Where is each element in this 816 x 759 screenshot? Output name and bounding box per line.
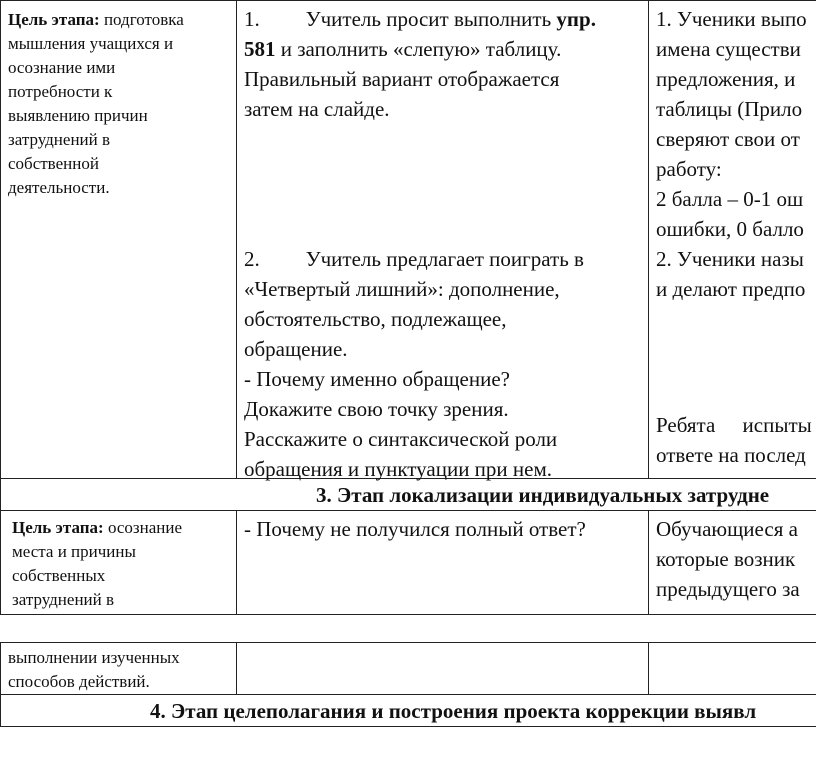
stage3-teacher-cell [244, 514, 644, 544]
grid-col-sep-6 [648, 642, 649, 694]
grid-col-sep-3 [236, 510, 237, 614]
student-text: и делают предпо [656, 277, 806, 301]
student-text: Ребята испыты [656, 413, 812, 437]
goal-text-line: выполнении изученных [8, 648, 180, 667]
goal-text-line: подготовка [103, 10, 184, 29]
teacher-text: Учитель предлагает поиграть в [305, 247, 584, 271]
goal-text-line: осознание ими [8, 58, 116, 77]
goal-text-line: собственных [12, 566, 106, 585]
grid-col-sep-2 [648, 0, 649, 478]
teacher-text: и заполнить «слепую» таблицу. [275, 37, 562, 61]
grid-col-sep-1 [236, 0, 237, 478]
student-text: предложения, и [656, 67, 796, 91]
grid-col-sep-4 [648, 510, 649, 614]
goal-text-line: осознание [107, 518, 183, 537]
goal-text-line: затруднений в [12, 590, 115, 609]
stage3-goal-continued [8, 646, 234, 694]
goal-text-line: затруднений в [8, 130, 111, 149]
grid-block3-top [0, 642, 816, 643]
teacher-text: - Почему именно обращение? [244, 367, 510, 391]
stage3-goal-cell [12, 516, 234, 612]
student-text: сверяют свои от [656, 127, 800, 151]
goal-text-line: деятельности. [8, 178, 110, 197]
teacher-question: - Почему не получился полный ответ? [244, 517, 586, 541]
teacher-text: Учитель просит выполнить [305, 7, 557, 31]
student-text: 2 балла – 0-1 ош [656, 187, 804, 211]
student-text: ответе на послед [656, 443, 806, 467]
teacher-text: «Четвертый лишний»: дополнение, [244, 277, 560, 301]
teacher-text: обращения и пунктуации при нем. [244, 457, 553, 481]
stage4-title: 4. Этап целеполагания и построения проекта коррекции выявл [150, 699, 757, 723]
student-text: которые возник [656, 547, 796, 571]
teacher-activity-item2 [244, 244, 644, 484]
exercise-ref: упр. [556, 7, 596, 31]
goal-label: Цель этапа: [8, 10, 100, 29]
item-number: 2. [244, 247, 260, 271]
goal-text-line: способов действий. [8, 672, 150, 691]
grid-left-2 [0, 642, 1, 726]
student-text: ошибки, 0 балло [656, 217, 804, 241]
teacher-text: Расскажите о синтаксической роли [244, 427, 558, 451]
goal-text-line: выявлению причин [8, 106, 148, 125]
student-text: таблицы (Прило [656, 97, 803, 121]
grid-stage4-bottom [0, 726, 816, 727]
goal-text-line: собственной [8, 154, 99, 173]
teacher-activity-cell [244, 4, 644, 124]
exercise-number: 581 [244, 37, 276, 61]
grid-stage4-top [0, 694, 816, 695]
grid-top [0, 0, 816, 1]
student-text: предыдущего за [656, 577, 800, 601]
teacher-text: затем на слайде. [244, 97, 390, 121]
grid-page-break-bottom [0, 614, 816, 615]
item-number: 1. [244, 7, 260, 31]
goal-label: Цель этапа: [12, 518, 104, 537]
stage3-student-cell [656, 514, 816, 604]
grid-stage3-bottom [0, 510, 816, 511]
grid-col-sep-5 [236, 642, 237, 694]
student-text: 1. Ученики выпо [656, 7, 807, 31]
student-text: 2. Ученики назы [656, 247, 804, 271]
goal-text-line: потребности к [8, 82, 113, 101]
goal-text-line: места и причины [12, 542, 136, 561]
teacher-text: Правильный вариант отображается [244, 67, 560, 91]
teacher-text: обращение. [244, 337, 348, 361]
student-activity-bottom [656, 410, 816, 470]
teacher-text: обстоятельство, подлежащее, [244, 307, 507, 331]
stage2-goal-cell [8, 8, 232, 200]
goal-text-line: мышления учащихся и [8, 34, 174, 53]
student-activity-cell [656, 4, 816, 304]
student-text: Обучающиеся а [656, 517, 798, 541]
teacher-text: Докажите свою точку зрения. [244, 397, 509, 421]
student-text: работу: [656, 157, 722, 181]
grid-left [0, 0, 1, 614]
student-text: имена существи [656, 37, 801, 61]
stage3-title: 3. Этап локализации индивидуальных затрудне [316, 483, 770, 507]
